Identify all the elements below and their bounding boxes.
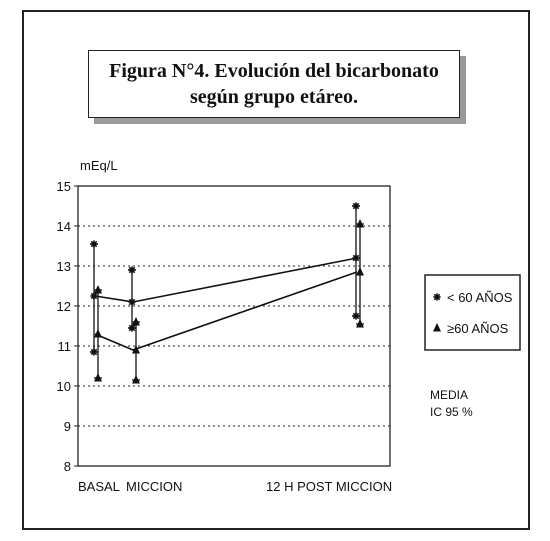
x-tick-miccion: MICCION [126, 479, 183, 494]
marker-lower-s1-c0 [94, 373, 102, 382]
y-axis-label: mEq/L [80, 158, 118, 173]
title-line-2: según grupo etáreo. [190, 86, 358, 108]
y-tick-label-13: 13 [56, 259, 71, 274]
marker-mean-s0-c2 [352, 254, 359, 261]
mean-line-series-0 [95, 258, 357, 302]
y-tick-label-14: 14 [56, 219, 71, 234]
legend-marker-under-60 [433, 293, 440, 300]
marker-upper-s1-c1 [132, 317, 140, 326]
marker-mean-s1-c2 [356, 267, 364, 276]
x-tick-basal: BASAL [78, 479, 120, 494]
marker-upper-s0-c1 [128, 266, 135, 273]
title-line-1: Figura N°4. Evolución del bicarbonato [109, 60, 439, 82]
marker-upper-s1-c2 [356, 219, 364, 228]
marker-lower-s0-c0 [90, 348, 97, 355]
annotation-media: MEDIA [430, 388, 469, 402]
marker-lower-s1-c1 [132, 375, 140, 384]
marker-mean-s1-c0 [94, 329, 102, 338]
x-tick-12h-post-miccion: 12 H POST MICCION [266, 479, 393, 494]
series-under-60 [90, 202, 360, 355]
y-tick-label-15: 15 [56, 179, 71, 194]
y-tick-label-12: 12 [56, 299, 71, 314]
y-tick-label-11: 11 [57, 339, 71, 354]
plot-area-frame [78, 186, 390, 466]
y-tick-label-10: 10 [56, 379, 71, 394]
legend-label-60-plus: ≥60 AÑOS [447, 321, 509, 336]
annotation-ic95: IC 95 % [430, 405, 473, 419]
marker-lower-s1-c2 [356, 319, 364, 328]
y-tick-label-8: 8 [63, 459, 71, 474]
legend-box [425, 275, 520, 350]
marker-upper-s0-c2 [352, 202, 359, 209]
marker-upper-s1-c0 [94, 285, 102, 294]
marker-mean-s0-c1 [128, 298, 135, 305]
marker-lower-s0-c2 [352, 312, 359, 319]
marker-upper-s0-c0 [90, 240, 97, 247]
legend-label-under-60: < 60 AÑOS [447, 290, 513, 305]
y-tick-label-9: 9 [63, 419, 71, 434]
